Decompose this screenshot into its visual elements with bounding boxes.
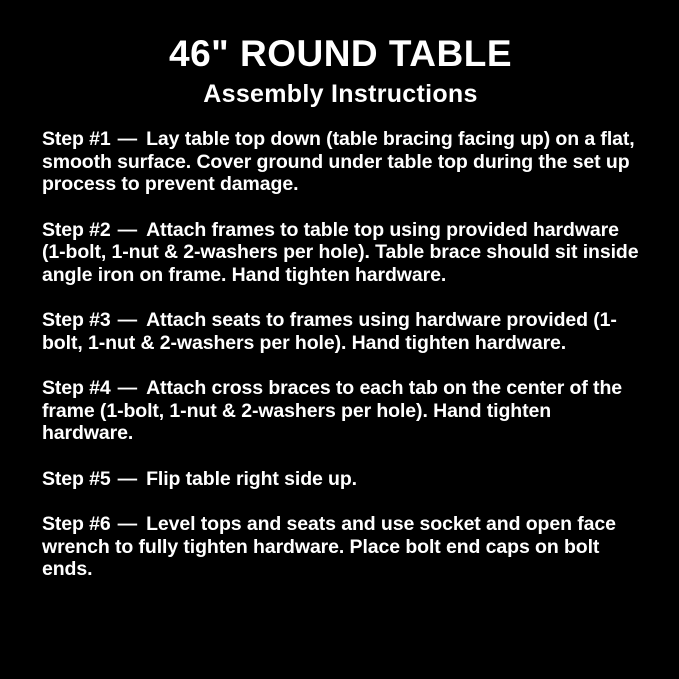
- sheet-header: [42, 34, 639, 108]
- step-item: [42, 219, 639, 287]
- step-label: Step #4: [42, 377, 111, 400]
- step-text: Level tops and seats and use socket and open face wrench to fully tighten hardware. Place bolt end caps on bolt ends.: [42, 513, 616, 581]
- em-dash-separator: —: [117, 128, 138, 151]
- page-subtitle: Assembly Instructions: [203, 79, 478, 108]
- step-item: [42, 128, 639, 196]
- em-dash-separator: —: [117, 513, 138, 536]
- step-text: Flip table right side up.: [146, 467, 358, 490]
- step-item: [42, 468, 639, 491]
- step-label: Step #3: [42, 309, 111, 332]
- page-title: 46" ROUND TABLE: [169, 33, 512, 74]
- step-item: [42, 513, 639, 581]
- step-label: Step #2: [42, 218, 111, 241]
- em-dash-separator: —: [117, 467, 138, 490]
- steps-list: [42, 128, 639, 581]
- step-text: Attach seats to frames using hardware provided (1-bolt, 1-nut & 2-washers per hole). Hand tighten hardware.: [42, 309, 617, 354]
- em-dash-separator: —: [117, 377, 138, 400]
- step-item: [42, 309, 639, 354]
- step-label: Step #5: [42, 467, 111, 490]
- step-label: Step #1: [42, 128, 111, 151]
- step-item: [42, 377, 639, 445]
- em-dash-separator: —: [117, 218, 138, 241]
- step-text: Attach cross braces to each tab on the center of the frame (1-bolt, 1-nut & 2-washers per hole). Hand tighten hardware.: [42, 377, 622, 445]
- step-text: Lay table top down (table bracing facing up) on a flat, smooth surface. Cover ground under table top during the set up process to prevent damage.: [42, 128, 635, 196]
- step-text: Attach frames to table top using provided hardware (1-bolt, 1-nut & 2-washers per hole). Table brace should sit inside angle iron on frame. Hand tighten hardware.: [42, 218, 639, 286]
- step-label: Step #6: [42, 513, 111, 536]
- em-dash-separator: —: [117, 309, 138, 332]
